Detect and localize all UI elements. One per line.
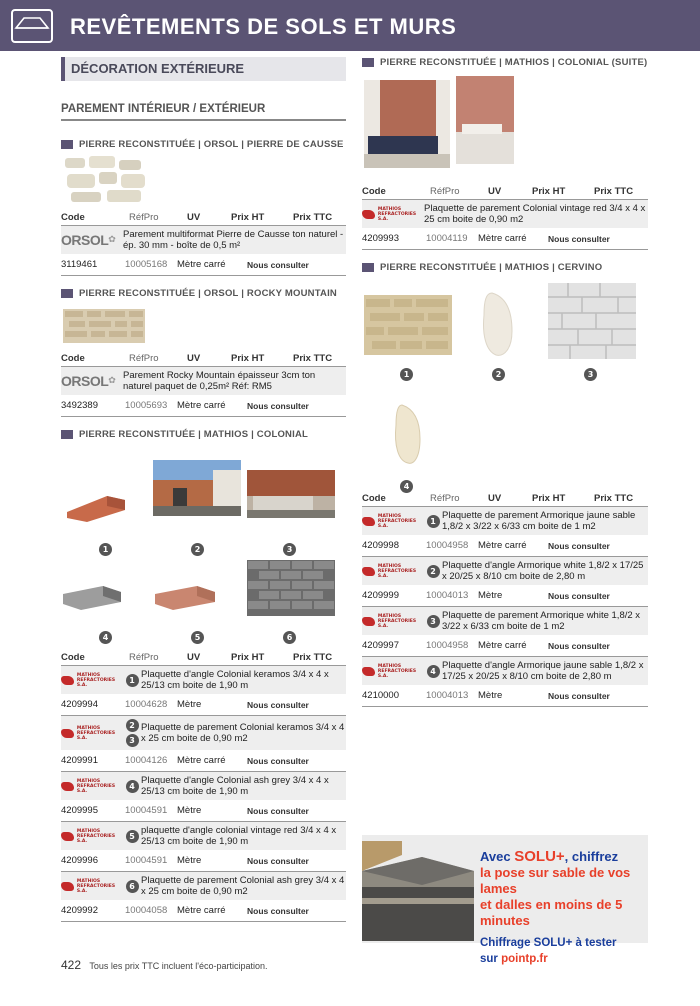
- right-column: [362, 51, 648, 707]
- section-title: DÉCORATION EXTÉRIEURE: [61, 57, 346, 81]
- category-causse: PIERRE RECONSTITUÉE | ORSOL | PIERRE DE CAUSSE: [61, 139, 346, 150]
- product-row: [61, 226, 346, 254]
- product-detail-row: 4209994 10004628 Mètre Nous consulter: [61, 694, 346, 716]
- product-desc: Plaquette de parement Armorique jaune sable 1,8/2 x 3/22 x 6/33 cm boite de 1 m2: [442, 509, 636, 532]
- product-detail-row: 4209991 10004126 Mètre carré Nous consulter: [61, 750, 346, 772]
- rocky-stone-image: [63, 309, 145, 343]
- product-row: [362, 657, 648, 685]
- left-column: [61, 51, 346, 922]
- item-numbers: [123, 673, 141, 688]
- image-number: 2: [191, 543, 204, 556]
- item-numbers: [123, 718, 141, 748]
- product-detail-row: 4209998 10004958 Mètre carré Nous consulter: [362, 535, 648, 557]
- causse-image-area: [61, 150, 346, 212]
- orsol-logo: ORSOL ✿: [61, 373, 116, 389]
- mathios-logo: MATHIOS REFRACTORIES S.A.: [61, 726, 123, 741]
- product-desc: Plaquette d'angle Armorique white 1,8/2 x 17/25 x 20/25 x 8/10 cm boite de 2,80 m: [442, 559, 644, 582]
- table-header: Code RéfPro UV Prix HT Prix TTC: [362, 493, 648, 507]
- cervino-yellow-corner-image: [392, 403, 426, 467]
- image-number: 5: [191, 631, 204, 644]
- mathios-logo: MATHIOS REFRACTORIES S.A.: [61, 879, 123, 894]
- category-cervino: PIERRE RECONSTITUÉE | MATHIOS | CERVINO: [362, 262, 648, 273]
- mathios-logo: MATHIOS REFRACTORIES S.A.: [362, 564, 424, 579]
- page-number: 422: [61, 958, 82, 972]
- mathios-logo: MATHIOS REFRACTORIES S.A.: [362, 514, 424, 529]
- item-number: 4: [126, 780, 139, 793]
- page-footer: [61, 958, 268, 972]
- table-header: Code RéfPro UV Prix HT Prix TTC: [61, 652, 346, 666]
- item-number: 1: [427, 515, 440, 528]
- mathios-logo: MATHIOS REFRACTORIES S.A.: [61, 829, 123, 844]
- image-number: 3: [584, 368, 597, 381]
- cervino-image-area: [362, 273, 648, 493]
- image-number: 3: [283, 543, 296, 556]
- item-numbers: [424, 664, 442, 679]
- mathios-logo: MATHIOS REFRACTORIES S.A.: [362, 664, 424, 679]
- flooring-icon: [10, 8, 54, 44]
- mathios-logo: MATHIOS REFRACTORIES S.A.: [61, 779, 123, 794]
- table-header: Code RéfPro UV Prix HT Prix TTC: [61, 212, 346, 226]
- product-detail-row: 4209992 10004058 Mètre carré Nous consulter: [61, 900, 346, 922]
- product-desc: Plaquette de parement Colonial ash grey 3/4 x 4 x 25 cm boite de 0,90 m2: [141, 874, 345, 897]
- product-row: [61, 367, 346, 395]
- mathios-logo: MATHIOS REFRACTORIES S.A.: [61, 673, 123, 688]
- product-detail-row: 4209997 10004958 Mètre carré Nous consulter: [362, 635, 648, 657]
- product-desc: Parement Rocky Mountain épaisseur 3cm ton naturel paquet de 0,25m² Réf: RM5: [123, 369, 316, 392]
- item-numbers: [424, 514, 442, 529]
- page-title: REVÊTEMENTS DE SOLS ET MURS: [70, 14, 457, 39]
- product-detail-row: 3492389 10005693 Mètre carré Nous consulter: [61, 395, 346, 417]
- bedroom-photo: [456, 76, 514, 164]
- item-numbers: [123, 779, 141, 794]
- product-row: [61, 872, 346, 900]
- product-desc: Plaquette de parement Colonial keramos 3/4 x 4 x 25 cm boite de 0,90 m2: [141, 721, 345, 744]
- product-detail-row: 4209995 10004591 Mètre Nous consulter: [61, 800, 346, 822]
- item-number: 3: [126, 734, 139, 747]
- product-desc: Plaquette d'angle Colonial ash grey 3/4 x 4 x 25/13 cm boite de 1,90 m: [141, 774, 329, 797]
- cervino-yellow-wall-image: [364, 295, 452, 355]
- mathios-logo: MATHIOS REFRACTORIES S.A.: [362, 207, 424, 222]
- product-row: [61, 666, 346, 694]
- item-number: 3: [427, 615, 440, 628]
- subsection-title: PAREMENT INTÉRIEUR / EXTÉRIEUR: [61, 103, 346, 121]
- colonial-corner-vintage-image: [155, 582, 217, 612]
- image-number: 2: [492, 368, 505, 381]
- image-number: 1: [400, 368, 413, 381]
- orsol-logo: ORSOL ✿: [61, 232, 116, 248]
- product-row: [362, 607, 648, 635]
- table-header: Code RéfPro UV Prix HT Prix TTC: [61, 353, 346, 367]
- item-numbers: [123, 829, 141, 844]
- colonial-corner-grey-image: [63, 580, 123, 612]
- cervino-white-wall-image: [548, 283, 636, 359]
- product-row: [61, 822, 346, 850]
- product-desc: Plaquette de parement Colonial vintage red 3/4 x 4 x 25 cm boite de 0,90 m2: [424, 202, 646, 225]
- colonial-table: [61, 666, 346, 922]
- solu-promo-banner[interactable]: [362, 835, 648, 965]
- paving-illustration: [362, 841, 474, 941]
- causse-stone-image: [65, 156, 147, 204]
- page-header: [0, 0, 700, 51]
- cervino-table: [362, 507, 648, 707]
- colonial-greybrick-wall-image: [247, 560, 335, 616]
- colonial-house-photo: [153, 460, 241, 516]
- product-row: [362, 507, 648, 535]
- image-number: 6: [283, 631, 296, 644]
- colonial-suite-image-area: [362, 68, 648, 186]
- product-desc: plaquette d'angle colonial vintage red 3/4 x 4 x 25/13 cm boite de 1,90 m: [141, 824, 337, 847]
- product-detail-row: 4209993 10004119 Mètre carré Nous consulter: [362, 228, 648, 250]
- product-desc: Parement multiformat Pierre de Causse ton naturel - ép. 30 mm - boîte de 0,5 m²: [123, 228, 344, 251]
- product-detail-row: 3119461 10005168 Mètre carré Nous consulter: [61, 254, 346, 276]
- product-desc: Plaquette de parement Armorique white 1,8/2 x 3/22 x 6/33 cm boite de 1 m2: [442, 609, 641, 632]
- cervino-white-corner-image: [478, 291, 518, 359]
- item-number: 2: [427, 565, 440, 578]
- item-numbers: [424, 614, 442, 629]
- pointp-link[interactable]: pointp.fr: [501, 953, 548, 965]
- product-row: [362, 557, 648, 585]
- category-rocky: PIERRE RECONSTITUÉE | ORSOL | ROCKY MOUNTAIN: [61, 288, 346, 299]
- category-colonial-suite: PIERRE RECONSTITUÉE | MATHIOS | COLONIAL (SUITE): [362, 57, 648, 68]
- promo-text: Avec SOLU+, chiffrez la pose sur sable de vos lames et dalles en moins de 5 minutes Chiffrage SOLU+ à tester sur pointp.fr: [480, 848, 631, 965]
- product-detail-row: 4209996 10004591 Mètre Nous consulter: [61, 850, 346, 872]
- product-desc: Plaquette d'angle Armorique jaune sable 1,8/2 x 17/25 x 20/25 x 8/10 cm boite de 2,80 m: [442, 659, 644, 682]
- colonial-corner-red-image: [67, 492, 129, 522]
- footer-note: Tous les prix TTC incluent l'éco-participation.: [89, 961, 268, 971]
- item-number: 5: [126, 830, 139, 843]
- colonial-image-area: [61, 440, 346, 652]
- item-numbers: [424, 564, 442, 579]
- item-number: 1: [126, 674, 139, 687]
- item-numbers: [123, 879, 141, 894]
- colonial-kitchen-photo: [247, 470, 335, 518]
- item-number: 6: [126, 880, 139, 893]
- image-number: 1: [99, 543, 112, 556]
- product-detail-row: 4210000 10004013 Mètre Nous consulter: [362, 685, 648, 707]
- rocky-image-area: [61, 299, 346, 353]
- product-detail-row: 4209999 10004013 Mètre Nous consulter: [362, 585, 648, 607]
- product-row: [61, 716, 346, 750]
- product-row: [61, 772, 346, 800]
- living-room-photo: [364, 80, 450, 168]
- product-desc: Plaquette d'angle Colonial keramos 3/4 x 4 x 25/13 cm boite de 1,90 m: [141, 668, 329, 691]
- mathios-logo: MATHIOS REFRACTORIES S.A.: [362, 614, 424, 629]
- category-colonial: PIERRE RECONSTITUÉE | MATHIOS | COLONIAL: [61, 429, 346, 440]
- image-number: 4: [99, 631, 112, 644]
- image-number: 4: [400, 480, 413, 493]
- item-number: 4: [427, 665, 440, 678]
- item-number: 2: [126, 719, 139, 732]
- product-row: [362, 200, 648, 228]
- table-header: Code RéfPro UV Prix HT Prix TTC: [362, 186, 648, 200]
